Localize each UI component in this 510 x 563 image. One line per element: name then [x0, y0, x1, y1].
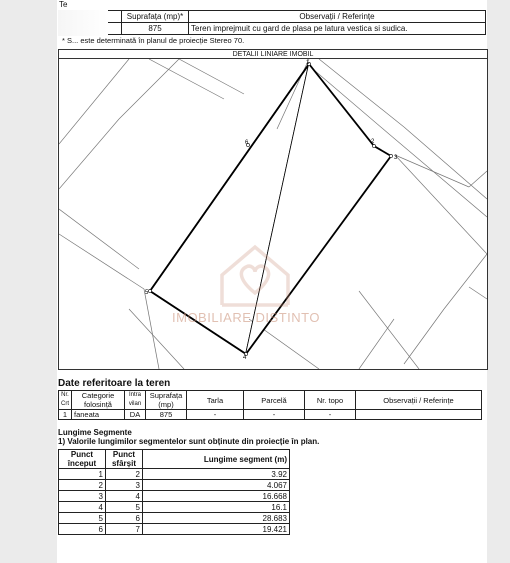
segment-end: 2: [106, 469, 143, 480]
col-observatii: Observații / Referințe: [356, 391, 482, 410]
segment-length: 28.683: [143, 513, 290, 524]
point-marker: [389, 154, 392, 157]
segment-start: 4: [59, 502, 106, 513]
segment-end: 5: [106, 502, 143, 513]
col-start: Punct început: [59, 450, 106, 469]
redacted-area: [58, 10, 108, 36]
col-tarla: Tarla: [187, 391, 244, 410]
segment-end: 6: [106, 513, 143, 524]
segments-table: [58, 449, 290, 535]
segment-row: [59, 491, 290, 502]
area-value: 875: [122, 23, 189, 35]
col-end: Punct sfârșit: [106, 450, 143, 469]
segment-end: 4: [106, 491, 143, 502]
cell-intravilan: DA: [125, 410, 146, 420]
col-suprafata: Suprafața (mp): [146, 391, 187, 410]
segments-body: [59, 469, 290, 535]
segment-start: 3: [59, 491, 106, 502]
cell-parcela: -: [244, 410, 305, 420]
watermark-text: IMOBILIARE DISTINTO: [172, 310, 320, 325]
header-fragment: Te: [59, 0, 68, 9]
cell-observatii: [356, 410, 482, 420]
col-nr: Nr. Crt: [59, 391, 72, 410]
segment-row: [59, 524, 290, 535]
segments-title: Lungime Segmente: [58, 428, 132, 437]
segment-start: 6: [59, 524, 106, 535]
segment-length: 19.421: [143, 524, 290, 535]
segments-subtitle: 1) Valorile lungimilor segmentelor sunt obținute din proiecție în plan.: [58, 437, 320, 446]
map-title: DETALII LINIARE IMOBIL: [58, 49, 488, 59]
col-length: Lungime segment (m): [143, 450, 290, 469]
projection-note: * S... este determinată în planul de proiecție Stereo 70.: [62, 36, 245, 45]
segment-length: 16.668: [143, 491, 290, 502]
segment-start: 1: [59, 469, 106, 480]
segment-length: 4.067: [143, 480, 290, 491]
observations-header: Observații / Referințe: [189, 11, 486, 23]
col-intravilan: Intra vilan: [125, 391, 146, 410]
point-label: 1: [306, 60, 310, 66]
segment-end: 3: [106, 480, 143, 491]
segment-row: [59, 513, 290, 524]
segment-length: 16.1: [143, 502, 290, 513]
segment-start: 2: [59, 480, 106, 491]
segment-start: 5: [59, 513, 106, 524]
cell-categorie: faneata: [72, 410, 125, 420]
area-header: Suprafața (mp)*: [122, 11, 189, 23]
segment-length: 3.92: [143, 469, 290, 480]
col-topo: Nr. topo: [305, 391, 356, 410]
teren-section-title: Date referitoare la teren: [58, 378, 171, 389]
point-label: 4: [243, 355, 247, 361]
cell-nr: 1: [59, 410, 72, 420]
col-categorie: Categorie folosință: [72, 391, 125, 410]
point-label: 6: [245, 140, 249, 146]
cell-tarla: -: [187, 410, 244, 420]
segment-end: 7: [106, 524, 143, 535]
point-label: 5: [145, 290, 149, 296]
col-parcela: Parcelă: [244, 391, 305, 410]
cell-suprafata: 875: [146, 410, 187, 420]
point-label: 2: [371, 139, 375, 145]
segment-row: [59, 469, 290, 480]
segment-row: [59, 502, 290, 513]
point-label: 3: [394, 155, 398, 161]
segment-row: [59, 480, 290, 491]
area-table: [58, 10, 486, 35]
cell-topo: -: [305, 410, 356, 420]
observations-value: Teren imprejmuit cu gard de plasa pe latura vestica si sudica.: [189, 23, 486, 35]
teren-table: [58, 390, 482, 420]
